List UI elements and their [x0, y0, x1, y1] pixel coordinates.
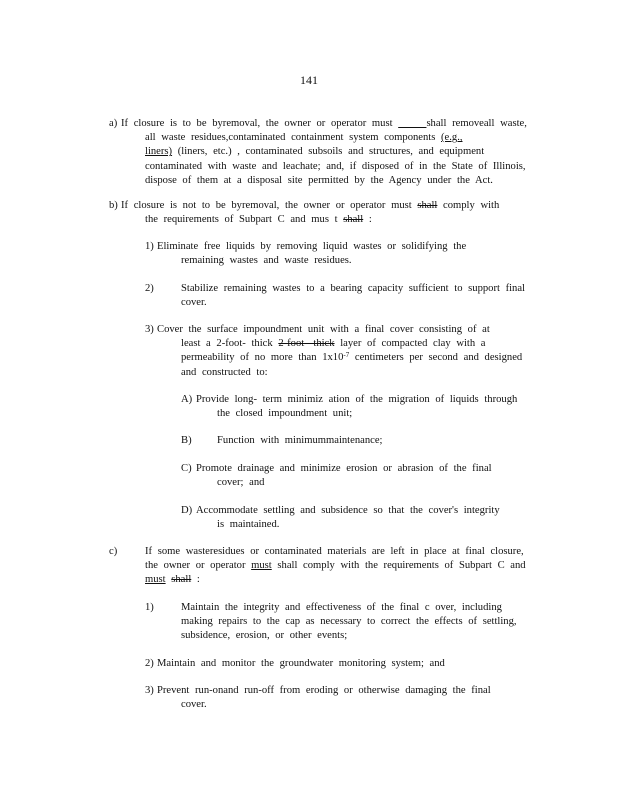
text-run: Promote drainage and minimize erosion or abrasion of the final [196, 463, 492, 474]
text-run: and constructed to: [181, 366, 268, 378]
text-line [217, 407, 352, 421]
inserted-text: liners) [145, 146, 173, 158]
text-line [145, 213, 372, 227]
text-line [181, 282, 525, 296]
text-run: Eliminate free liquids by removing liquid wastes or solidifying the [157, 241, 467, 252]
text-run: centimeters per second and designed [349, 352, 523, 364]
text-run: making repairs to the cap as necessary to correct the effects of settling, [181, 616, 517, 628]
text-line [145, 160, 526, 174]
text-line [196, 393, 517, 407]
struck-text: shall [171, 574, 192, 586]
item-label: 1) [145, 241, 154, 252]
text-line [217, 518, 279, 532]
inserted-text [398, 118, 426, 129]
item-label: A) [181, 394, 193, 405]
item-label: D) [181, 505, 193, 516]
text-run: the owner or operator [145, 560, 252, 572]
text-run: (liners, etc.) , contaminated subsoils and structures, and equipment [172, 146, 485, 158]
text-line [181, 351, 522, 365]
text-line [181, 629, 347, 643]
text-line [217, 434, 382, 448]
text-run: the requirements of Subpart C and mus t [145, 214, 344, 226]
text-run: dispose of them at a disposal site permitted by the Agency under the Act. [145, 174, 493, 186]
text-line [145, 559, 526, 573]
text-line [181, 601, 502, 615]
item-label: a) [109, 118, 118, 129]
text-run: layer of compacted clay with a [334, 338, 486, 350]
struck-text: shall [417, 200, 438, 211]
text-run: cover. [181, 699, 207, 711]
text-line [157, 323, 490, 337]
item-label: c) [109, 546, 118, 557]
text-run: all waste residues,contaminated containment system components [145, 132, 442, 144]
text-run: Cover the surface impoundment unit with a final cover consisting of at [157, 324, 490, 335]
text-run: Stabilize remaining wastes to a bearing capacity sufficient to support final [181, 283, 525, 294]
text-line [181, 615, 517, 629]
text-run: Accommodate settling and subsidence so that the cover's integrity [196, 505, 500, 516]
inserted-text: (e.g., [441, 132, 463, 144]
text-run: comply with [437, 200, 500, 211]
struck-text: 2-foot- thick [278, 338, 335, 350]
text-run: If closure is not to be byremoval, the owner or operator must [121, 200, 418, 211]
item-label: 2) [145, 283, 154, 294]
text-line [145, 573, 200, 587]
page-number: 141 [300, 73, 318, 87]
item-label: C) [181, 463, 192, 474]
text-run: Prevent run-onand run-off from eroding or otherwise damaging the final [157, 685, 491, 696]
text-run: If closure is to be byremoval, the owner or operator must [121, 118, 399, 129]
struck-text: shall [343, 214, 364, 226]
inserted-text: must [145, 574, 166, 586]
text-line [181, 337, 486, 351]
text-run: : [191, 574, 200, 586]
text-run: remaining wastes and waste residues. [181, 255, 352, 267]
text-run: subsidence, erosion, or other events; [181, 630, 348, 642]
text-line [157, 657, 445, 671]
text-run: cover; and [217, 477, 265, 489]
text-run: shall removeall waste, [426, 118, 527, 129]
text-run: is maintained. [217, 519, 280, 531]
text-line [145, 131, 463, 145]
text-line [157, 684, 491, 698]
text-line [145, 174, 493, 188]
text-line [157, 240, 466, 254]
text-line [181, 698, 207, 712]
text-line [145, 145, 484, 159]
text-run: Provide long- term minimiz ation of the migration of liquids through [196, 394, 518, 405]
item-label: 3) [145, 324, 154, 335]
text-run: Function with minimummaintenance; [217, 435, 383, 446]
text-run: permeability of no more than 1x10 [181, 352, 344, 364]
item-label: B) [181, 435, 192, 446]
text-run: cover. [181, 297, 207, 309]
text-line [145, 545, 524, 559]
item-label: 1) [145, 602, 154, 613]
item-label: 3) [145, 685, 154, 696]
item-label: b) [109, 200, 118, 211]
text-line [121, 199, 499, 213]
text-run: If some wasteresidues or contaminated materials are left in place at final closure, [145, 546, 524, 557]
text-run: Maintain the integrity and effectiveness of the final c over, including [181, 602, 502, 613]
text-line [217, 476, 264, 490]
text-line [121, 117, 527, 131]
text-run: the closed impoundment unit; [217, 408, 353, 420]
text-line [181, 254, 352, 268]
text-line [181, 366, 268, 380]
text-run: contaminated with waste and leachate; and, if disposed of in the State of Illinois, [145, 160, 526, 172]
text-line [181, 296, 207, 310]
text-run: : [363, 214, 372, 226]
superscript-text: -7 [343, 351, 350, 360]
text-line [196, 462, 492, 476]
inserted-text: must [251, 560, 272, 572]
item-label: 2) [145, 658, 154, 669]
text-run: shall comply with the requirements of Subpart C and [271, 560, 526, 572]
text-line [196, 504, 500, 518]
text-run: least a 2-foot- thick [181, 338, 279, 350]
text-run: Maintain and monitor the groundwater monitoring system; and [157, 658, 445, 669]
